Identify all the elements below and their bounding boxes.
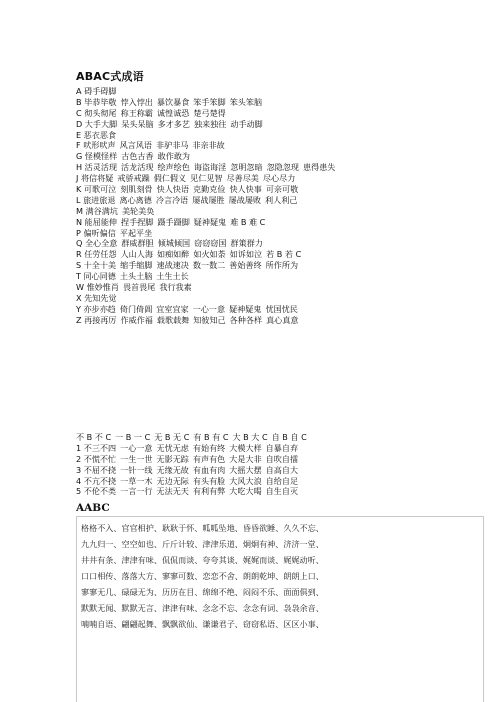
negation-idiom-table <box>76 432 486 497</box>
idiom-entry: 风言风语 <box>119 140 152 151</box>
idiom-entry: 速战速决 <box>156 260 189 271</box>
idiom-entry: 有利有弊 <box>192 486 226 497</box>
abac-row <box>76 282 486 293</box>
idiom-entry: 克勤克俭 <box>193 184 226 195</box>
idiom-entry: 有始有终 <box>192 442 226 453</box>
abac-row <box>76 140 486 151</box>
idiom-entry: Q 全心全意 <box>76 238 118 249</box>
idiom-entry: 知彼知己 <box>193 314 226 325</box>
aabc-row: 井井有条、津津有味、侃侃而谈、夸夸其谈、娓娓而谈、娓娓动听、 <box>81 555 324 565</box>
idiom-entry: 捏手捏脚 <box>121 216 154 227</box>
idiom-entry: 可亲可敬 <box>265 184 299 195</box>
aabc-row: 喃喃自语、翩翩起舞、飘飘欲仙、谦谦君子、窃窃私语、区区小事、 <box>81 619 324 629</box>
abac-row <box>76 97 486 108</box>
idiom-entry: Y 亦步亦趋 <box>76 303 116 314</box>
idiom-entry: 尽心尽力 <box>262 173 296 184</box>
idiom-entry: S 十全十美 <box>76 260 117 271</box>
idiom-entry: 自高自大 <box>265 464 299 475</box>
idiom-entry: 各种各样 <box>229 314 263 325</box>
aabc-section-title: AABC <box>76 502 110 514</box>
abac-row <box>76 315 486 326</box>
idiom-entry: H 活灵活现 <box>76 162 118 173</box>
idiom-entry: 平起平坐 <box>119 227 153 238</box>
idiom-entry: 大模大样 <box>229 442 262 453</box>
idiom-entry: 不 B 不 C <box>76 432 112 442</box>
pattern-row <box>76 476 486 487</box>
idiom-entry: 有头有脸 <box>192 475 226 486</box>
idiom-entry: 作威作福 <box>120 314 153 325</box>
pattern-row <box>76 465 486 476</box>
idiom-entry: 自 B 自 C <box>271 432 307 442</box>
idiom-entry: 群策群力 <box>230 238 263 249</box>
idiom-entry: 难 B 难 C <box>230 216 266 227</box>
idiom-entry: 大 B 大 C <box>232 432 268 442</box>
idiom-entry: 载歌载舞 <box>156 314 190 325</box>
idiom-entry: 人山人海 <box>120 249 153 260</box>
idiom-entry: 无缘无故 <box>156 464 189 475</box>
idiom-entry: 自给自足 <box>265 475 299 486</box>
idiom-entry: 暴饮暴食 <box>156 96 190 107</box>
idiom-entry: 所作所为 <box>265 260 299 271</box>
idiom-entry: 大是大非 <box>229 453 262 464</box>
idiom-entry: 称王称霸 <box>120 107 153 118</box>
idiom-entry: D 大手大脚 <box>76 118 118 129</box>
idiom-entry: 无边无际 <box>156 475 189 486</box>
idiom-entry: 戒骄戒躁 <box>117 173 150 184</box>
idiom-entry: 古色古香 <box>121 151 154 162</box>
idiom-entry: X 先知先觉 <box>76 292 117 303</box>
idiom-entry: L 旅进旅退 <box>76 194 116 205</box>
idiom-entry: 刻肌刻骨 <box>120 184 153 195</box>
idiom-entry: J 将信将疑 <box>76 173 114 184</box>
idiom-entry: 呆头呆脑 <box>121 118 154 129</box>
idiom-entry: 利人利己 <box>265 194 298 205</box>
abac-row <box>76 195 486 206</box>
aabc-row: 口口相传、落落大方、寥寥可数、恋恋不舍、朗朗乾坤、朗朗上口、 <box>81 571 324 581</box>
idiom-entry: 楚弓楚得 <box>193 107 226 118</box>
idiom-entry: 畏首畏尾 <box>122 282 156 293</box>
abac-row <box>76 184 486 195</box>
idiom-entry: 诲盗诲淫 <box>193 162 227 173</box>
idiom-entry: R 任劳任怨 <box>76 249 117 260</box>
idiom-entry: 一针一线 <box>120 464 153 475</box>
idiom-entry: 如痴如醉 <box>156 249 190 260</box>
idiom-entry: G 怪模怪样 <box>76 151 118 162</box>
pattern-row <box>76 454 486 465</box>
idiom-entry: 一生一世 <box>120 453 153 464</box>
aabc-row: 寥寥无几、碌碌无为、历历在目、绵绵不绝、闷闷不乐、面面俱到、 <box>81 587 324 597</box>
idiom-entry: 如诉如泣 <box>229 249 263 260</box>
idiom-entry: K 可歌可泣 <box>76 184 117 195</box>
idiom-entry: 5 不伦不类 <box>76 486 117 497</box>
idiom-entry: 大摇大摆 <box>229 464 262 475</box>
idiom-entry: 3 不屈不挠 <box>76 464 117 475</box>
idiom-entry: 快人快语 <box>156 184 190 195</box>
idiom-entry: 大吃大喝 <box>229 486 262 497</box>
idiom-entry: 疑神疑鬼 <box>229 303 262 314</box>
abac-row <box>76 108 486 119</box>
idiom-entry: 蹑手蹑脚 <box>157 216 190 227</box>
aabc-row: 九九归一、空空如也、斤斤计较、津津乐道、炯炯有神、济济一堂、 <box>81 539 324 549</box>
idiom-entry: 若 B 若 C <box>266 249 302 260</box>
idiom-entry: A 碍手碍脚 <box>76 86 117 96</box>
aabc-row: 默默无闻、默默无言、津津有味、念念不忘、念念有词、袅袅余音、 <box>81 603 324 613</box>
idiom-entry: 屡战屡胜 <box>192 194 225 205</box>
idiom-entry: 1 不三不四 <box>76 442 117 453</box>
idiom-entry: Z 再接再厉 <box>76 314 117 325</box>
idiom-entry: 自暴自弃 <box>265 442 299 453</box>
idiom-entry: 窃窃窃国 <box>194 238 227 249</box>
abac-row <box>76 86 486 97</box>
abac-row <box>76 238 486 249</box>
abac-row <box>76 206 486 217</box>
idiom-entry: 无影无踪 <box>156 453 189 464</box>
idiom-entry: 笨手笨脚 <box>193 96 226 107</box>
idiom-entry: 4 不亢不挠 <box>76 475 117 486</box>
idiom-entry: 数一数二 <box>192 260 226 271</box>
idiom-entry: 倚门倚阊 <box>119 303 153 314</box>
idiom-entry: 屡战屡败 <box>228 194 262 205</box>
idiom-entry: T 同心同德 <box>76 271 116 282</box>
idiom-entry: 土生土长 <box>156 271 189 282</box>
idiom-entry: 非驴非马 <box>156 140 189 151</box>
idiom-entry: 非亲非故 <box>192 140 225 151</box>
abac-idiom-list <box>76 86 486 326</box>
idiom-entry: 独来独往 <box>193 118 227 129</box>
idiom-entry: 绘声绘色 <box>157 162 190 173</box>
idiom-entry: C 彻头彻尾 <box>76 107 117 118</box>
idiom-entry: 我行我素 <box>159 282 192 293</box>
idiom-entry: 无法无天 <box>156 486 189 497</box>
idiom-entry: 一草一木 <box>120 475 153 486</box>
abac-row <box>76 162 486 173</box>
idiom-entry: 冷言冷语 <box>155 194 189 205</box>
idiom-entry: 自生自灭 <box>265 486 299 497</box>
idiom-entry: 忧国忧民 <box>265 303 298 314</box>
idiom-entry: 大风大浪 <box>229 475 262 486</box>
idiom-entry: 倾城倾国 <box>157 238 191 249</box>
idiom-entry: 悖入悖出 <box>120 96 153 107</box>
idiom-entry: F 吠形吠声 <box>76 140 116 151</box>
abac-row <box>76 304 486 315</box>
pattern-header-row <box>76 432 486 443</box>
abac-row <box>76 119 486 130</box>
aabc-idiom-box <box>76 516 484 702</box>
abac-row <box>76 249 486 260</box>
abac-row <box>76 130 486 141</box>
idiom-entry: 活龙活现 <box>121 162 154 173</box>
idiom-entry: M 满谷满坑 <box>76 205 118 216</box>
abac-row <box>76 151 486 162</box>
aabc-row: 格格不入、官官相护、耿耿于怀、呱呱坠地、昏昏欲睡、久久不忘、 <box>81 523 324 533</box>
abac-row <box>76 271 486 282</box>
abac-row <box>76 228 486 239</box>
idiom-entry: 一言一行 <box>120 486 153 497</box>
idiom-entry: 诚惶诚恐 <box>157 107 190 118</box>
abac-row <box>76 173 486 184</box>
idiom-entry: 有 B 有 C <box>193 432 229 442</box>
idiom-entry: 忽明忽暗 <box>230 162 263 173</box>
idiom-entry: 疑神疑鬼 <box>193 216 227 227</box>
idiom-entry: 真心真意 <box>266 314 299 325</box>
idiom-entry: 缩手缩脚 <box>120 260 153 271</box>
pattern-row <box>76 486 486 497</box>
pattern-row <box>76 443 486 454</box>
idiom-entry: 一 B 一 C <box>115 432 151 442</box>
idiom-entry: 2 不慌不忙 <box>76 453 117 464</box>
idiom-entry: 宜室宜家 <box>156 303 189 314</box>
page-title: ABAC式成语 <box>76 70 144 83</box>
abac-row <box>76 293 486 304</box>
idiom-entry: 自吹自擂 <box>265 453 299 464</box>
idiom-entry: 动手动脚 <box>230 118 263 129</box>
idiom-entry: 善始善终 <box>229 260 262 271</box>
abac-row <box>76 217 486 228</box>
idiom-entry: 群威群胆 <box>121 238 154 249</box>
idiom-entry: 有血有肉 <box>192 464 226 475</box>
idiom-entry: 有声有色 <box>192 453 226 464</box>
idiom-entry: 美轮美奂 <box>121 205 155 216</box>
idiom-entry: 笨头笨脑 <box>229 96 263 107</box>
idiom-entry: 一心一意 <box>120 442 153 453</box>
idiom-entry: 无忧无虑 <box>156 442 189 453</box>
idiom-entry: 敢作敢为 <box>157 151 191 162</box>
idiom-entry: B 毕恭毕敬 <box>76 96 117 107</box>
idiom-entry: 无 B 无 C <box>154 432 190 442</box>
idiom-entry: P 偏听偏信 <box>76 227 116 238</box>
idiom-entry: 快人快事 <box>229 184 262 195</box>
idiom-entry: 见仁见智 <box>190 173 223 184</box>
idiom-entry: 离心离德 <box>119 194 152 205</box>
idiom-entry: 假仁假义 <box>153 173 187 184</box>
idiom-entry: 多才多艺 <box>157 118 190 129</box>
abac-row <box>76 260 486 271</box>
idiom-entry: 患得患失 <box>303 162 336 173</box>
idiom-entry: 一心一意 <box>192 303 226 314</box>
idiom-entry: 尽善尽美 <box>226 173 259 184</box>
idiom-entry: N 能屈能伸 <box>76 216 118 227</box>
idiom-entry: W 惟妙惟肖 <box>76 282 119 293</box>
idiom-entry: 土头土脑 <box>119 271 153 282</box>
idiom-entry: 如火如荼 <box>193 249 226 260</box>
idiom-entry: E 恶衣恶食 <box>76 129 117 140</box>
idiom-entry: 忽隐忽现 <box>266 162 299 173</box>
